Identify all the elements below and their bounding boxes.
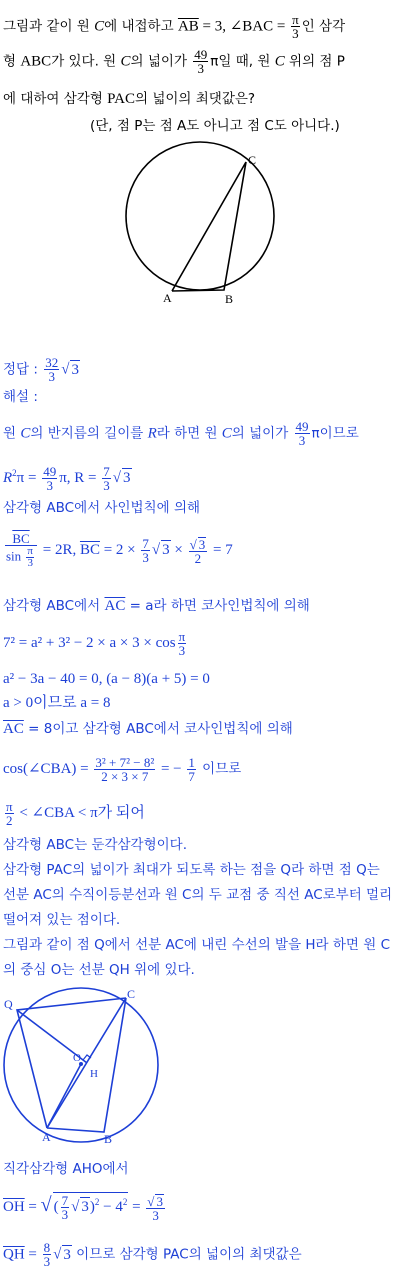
text: 이므로 <box>197 760 242 777</box>
label-c: C <box>127 987 136 1001</box>
frac-num: π <box>6 799 13 814</box>
math: = <box>128 1199 145 1215</box>
math: $\overline{AC}$ <box>104 598 126 614</box>
text: 라 하면 원 <box>156 425 222 442</box>
text: 에 내접하고 <box>104 18 178 35</box>
frac-den: 3 <box>142 550 149 565</box>
frac-den: 3 <box>152 1207 159 1223</box>
exponent: 2 <box>122 1197 128 1207</box>
solution-line-12: 삼각형 ABC는 둔각삼각형이다. <box>3 837 188 853</box>
solution-line-15: 떨어져 있는 점이다. <box>3 912 121 928</box>
solution-line-2: $R^2\pi$ = $\frac{49}{3}$ π, R = $\frac{7}{3}$ √ 3 <box>3 464 131 494</box>
frac-den: 3 <box>46 478 53 494</box>
solution-line-17: 의 중심 O는 선분 QH 위에 있다. <box>3 962 195 978</box>
frac-num: 49 <box>43 464 57 480</box>
math: π = <box>16 470 41 486</box>
frac-den: 3 <box>61 1207 69 1223</box>
answer-line: 정답 : $\frac{32}{3}$ √ 3 <box>3 355 79 384</box>
math: C <box>20 425 31 442</box>
math: $\overline{QH}$ <box>3 1246 25 1263</box>
solution-line-1 <box>3 420 359 447</box>
frac-den: 3 <box>103 478 110 494</box>
frac-den: 2 × 3 × 7 <box>101 769 149 784</box>
math: C <box>221 425 232 442</box>
math: = <box>24 1246 41 1263</box>
math: C <box>120 53 131 70</box>
text: 인 삼각 <box>301 18 346 35</box>
frac-num: 7 <box>142 536 149 551</box>
solution-line-6 <box>3 630 188 657</box>
text: = a라 하면 코사인법칙에 의해 <box>125 598 310 614</box>
math: $\overline{AC}$ <box>3 721 24 737</box>
math: = 2 × <box>99 541 140 558</box>
solution-line-14: 선분 AC의 수직이등분선과 원 C의 두 교점 중 직선 AC로부터 멀리 <box>3 887 393 903</box>
root: 3 <box>81 1199 89 1215</box>
frac-den: 3 <box>43 1254 51 1269</box>
solution-line-9 <box>3 720 293 738</box>
solution-line-8: a > 0이므로 a = 8 <box>3 695 111 711</box>
solution-line-7: a² − 3a − 40 = 0, (a − 8)(a + 5) = 0 <box>3 671 210 687</box>
solution-line-5 <box>3 597 310 615</box>
frac-den: 3 <box>178 643 186 658</box>
solution-line-4: $\overline{BC}$ sin $\frac{\pi}{3}$ = 2R, $\overline{BC} = 2$ × $\frac{7}{3}$ √ 3 × $\frac{√ 3}{2}$ = 7 <box>6 531 233 569</box>
frac-num: $\overline{BC}$ <box>5 532 37 546</box>
solution-line-11 <box>3 800 145 827</box>
frac-den: 3 <box>48 369 55 384</box>
exponent: 2 <box>94 1197 100 1207</box>
math: C <box>94 18 105 35</box>
math: ABC <box>20 53 52 70</box>
segment-oa <box>47 1064 81 1128</box>
root: 3 <box>198 536 206 552</box>
frac-den: 3 <box>27 557 33 569</box>
solution-line-13: 삼각형 PAC의 넓이가 최대가 되도록 하는 점을 Q라 하면 점 Q는 <box>3 862 380 878</box>
label-q: Q <box>4 997 13 1011</box>
label-b: B <box>225 292 234 306</box>
triangle-qac <box>17 998 126 1128</box>
frac-den: 3 <box>298 433 306 448</box>
math: 7² = a² + 3² − 2 × a × 3 × cos <box>3 634 176 651</box>
text: 의 넓이의 최댓값은? <box>134 91 256 107</box>
root: 3 <box>123 470 131 486</box>
math: − 4 <box>99 1199 123 1215</box>
math: = 7 <box>209 541 233 558</box>
problem-line-1 <box>3 13 345 40</box>
label-h: H <box>90 1068 98 1080</box>
math: C <box>274 53 285 70</box>
label-o: O <box>73 1052 81 1064</box>
problem-line-3 <box>3 90 255 108</box>
text: 에 대하여 삼각형 <box>3 91 108 107</box>
math: R <box>147 425 157 442</box>
frac-num: 8 <box>43 1240 51 1255</box>
solution-line-16: 그림과 같이 점 Q에서 선분 AC에 내린 수선의 발을 H라 하면 원 C <box>3 937 391 953</box>
label-c: C <box>248 153 257 167</box>
math: $\overline{BC}$ <box>79 541 100 558</box>
text: 의 넓이가 <box>130 53 192 70</box>
text: 위의 점 P <box>284 53 345 70</box>
triangle-abc <box>172 162 246 291</box>
frac-num: 7 <box>61 1193 69 1209</box>
solution-line-3: 삼각형 ABC에서 사인법칙에 의해 <box>3 500 201 516</box>
frac-num: π <box>292 12 299 27</box>
root: 3 <box>71 361 79 378</box>
text: 그림과 같이 원 <box>3 18 95 35</box>
text: π일 때, 원 <box>210 53 275 70</box>
text: 원 <box>3 425 21 442</box>
solution-line-19: $\overline{OH}$ = √ ( $\frac{7}{3}$ √ $3)^2 - 4^2$ = $\frac{√ 3}{3}$ <box>3 1193 163 1223</box>
right-angle-mark <box>83 1055 91 1060</box>
triangle-abc <box>47 998 126 1132</box>
math: < ∠CBA < π가 되어 <box>15 804 145 821</box>
math: = 3, ∠BAC = <box>198 18 290 35</box>
frac-num: 1 <box>188 755 195 770</box>
frac-num: 49 <box>194 47 208 62</box>
frac-den: 2 <box>194 550 202 566</box>
text: 가 있다. 원 <box>51 53 121 70</box>
label-a: A <box>42 1130 51 1144</box>
frac-den: 7 <box>188 769 195 784</box>
math: R <box>3 470 13 486</box>
text: 이므로 삼각형 PAC의 넓이의 최댓값은 <box>71 1246 302 1263</box>
text: 의 반지름의 길이를 <box>30 425 148 442</box>
math: $\overline{OH}$ <box>3 1199 25 1215</box>
problem-line-2 <box>3 48 345 75</box>
label-a: A <box>163 291 172 305</box>
frac-num: 32 <box>45 355 59 370</box>
solution-line-18: 직각삼각형 AHO에서 <box>3 1161 129 1177</box>
root: 3 <box>162 541 170 558</box>
figure-2-max-area <box>0 985 400 1150</box>
exponent: 2 <box>12 468 17 478</box>
root: 3 <box>156 1193 163 1209</box>
frac-den: 3 <box>292 26 299 41</box>
text: 삼각형 ABC에서 <box>3 598 105 614</box>
frac-num: 49 <box>295 419 309 434</box>
math: cos(∠CBA) = <box>3 760 93 777</box>
label-b: B <box>104 1132 113 1146</box>
answer-label: 정답 : <box>3 361 38 378</box>
solution-line-20: $\overline{QH}$ = $\frac{8}{3}$ √ 3 이므로 삼각형 PAC의 넓이의 최댓값은 <box>3 1240 302 1269</box>
math: $\overline{AB}$ <box>177 18 199 35</box>
math: = <box>24 1199 41 1215</box>
frac-num: 7 <box>103 464 110 480</box>
text: 형 <box>3 53 21 70</box>
solution-line-10 <box>3 756 241 783</box>
math: × <box>170 541 187 558</box>
math: = − <box>157 760 186 777</box>
sin: sin <box>6 548 22 564</box>
solution-heading: 해설 : <box>3 389 38 405</box>
text: = 8이고 삼각형 ABC에서 코사인법칙에 의해 <box>23 721 293 737</box>
math: π, R = <box>59 470 101 486</box>
frac-den: 3 <box>197 61 205 76</box>
text: π이므로 <box>311 425 359 442</box>
frac-den: 2 <box>6 813 13 828</box>
figure-1-triangle-in-circle <box>0 140 400 310</box>
frac-num: 3² + 7² − 8² <box>95 755 155 770</box>
problem-note: (단, 점 P는 점 A도 아니고 점 C도 아니다.) <box>90 118 340 134</box>
frac-num: π <box>27 545 33 557</box>
text: 의 넓이가 <box>231 425 293 442</box>
root: 3 <box>63 1246 71 1263</box>
math: PAC <box>107 91 135 107</box>
frac-num: π <box>178 629 186 644</box>
math: = 2R, <box>38 541 80 558</box>
